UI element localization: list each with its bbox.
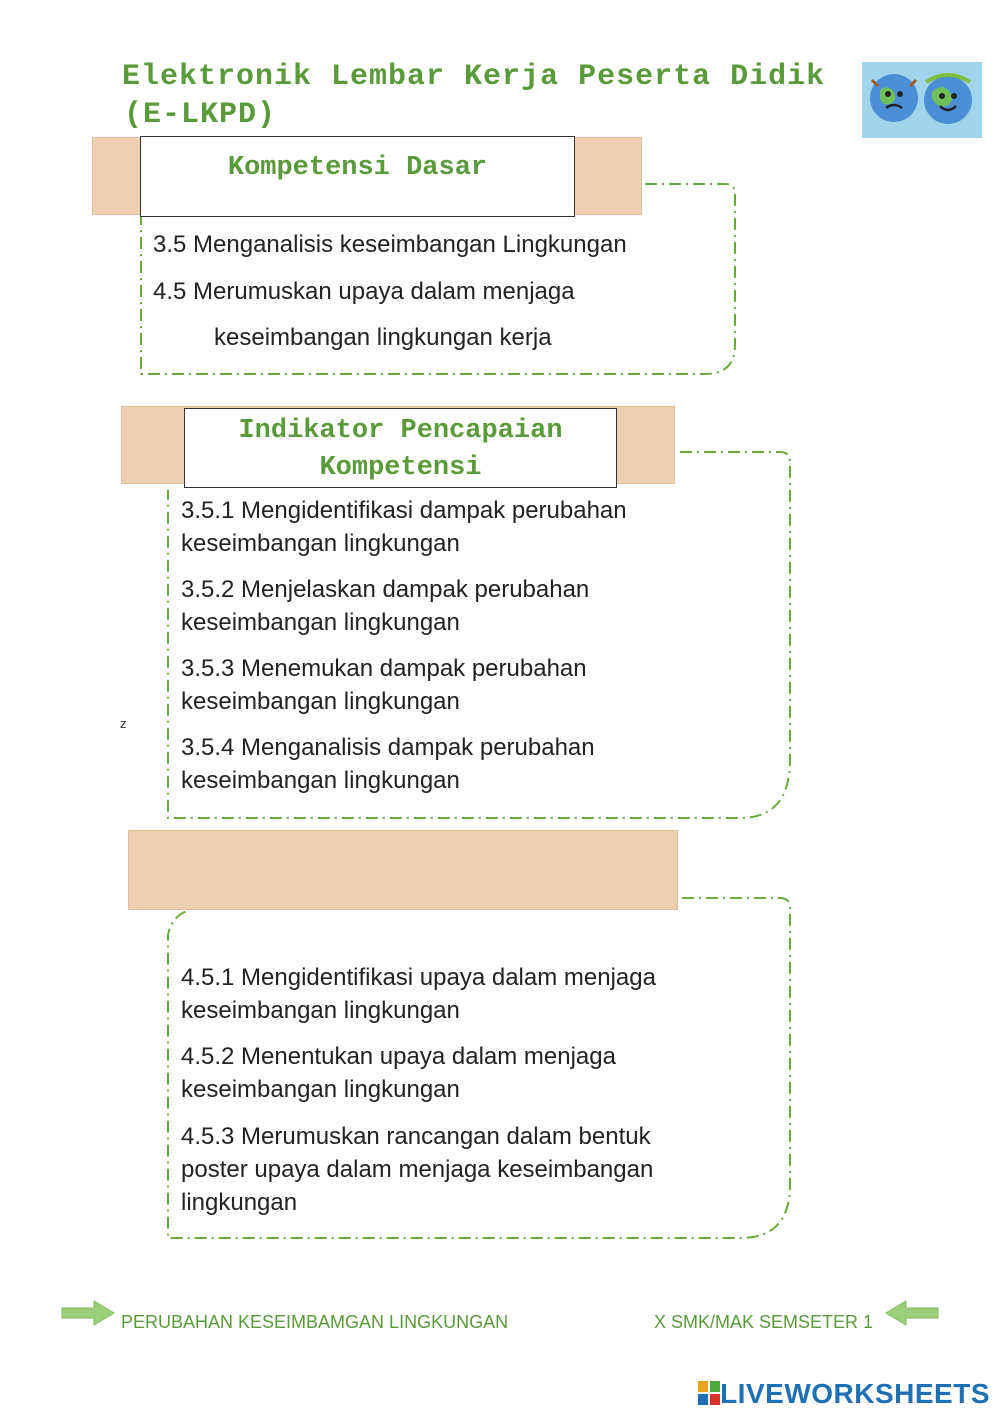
ipk-item-line: 3.5.3 Menemukan dampak perubahan	[181, 655, 587, 682]
ipk2-item-line: 4.5.3 Merumuskan rancangan dalam bentuk	[181, 1123, 651, 1150]
kd-item: 4.5 Merumuskan upaya dalam menjaga	[153, 278, 575, 305]
ipk-item-line: 3.5.4 Menganalisis dampak perubahan	[181, 734, 595, 761]
ipk2-item-line: 4.5.1 Mengidentifikasi upaya dalam menjaga	[181, 964, 656, 991]
ipk2-item-line: 4.5.2 Menentukan upaya dalam menjaga	[181, 1043, 616, 1070]
ipk-item-line: keseimbangan lingkungan	[181, 688, 460, 715]
ipk2-item	[181, 1040, 616, 1106]
page-title-line2: (E-LKPD)	[124, 98, 277, 132]
liveworksheets-logo-icon	[698, 1381, 720, 1405]
page-title-line1: Elektronik Lembar Kerja Peserta Didik	[122, 60, 826, 94]
arrow-right-icon	[60, 1299, 116, 1327]
kd-heading: Kompetensi Dasar	[227, 153, 488, 183]
ipk2-item	[181, 1120, 653, 1219]
brand-wordmark[interactable]: LIVEWORKSHEETS	[720, 1378, 990, 1409]
footer-right-text: X SMK/MAK SEMSETER 1	[654, 1312, 874, 1332]
ipk-item-line: keseimbangan lingkungan	[181, 530, 460, 557]
ipk-item-line: 3.5.2 Menjelaskan dampak perubahan	[181, 576, 590, 603]
ipk-item-line: 3.5.1 Mengidentifikasi dampak perubahan	[181, 497, 627, 524]
ipk2-item-line: keseimbangan lingkungan	[181, 1076, 460, 1103]
ipk2-item-line: lingkungan	[181, 1189, 298, 1216]
ipk2-item	[181, 961, 656, 1027]
stray-mark: z	[120, 716, 127, 731]
footer-left-text: PERUBAHAN KESEIMBAMGAN LINGKUNGAN	[121, 1312, 509, 1332]
ipk-heading-line2: Kompetensi	[319, 453, 482, 483]
kd-item: keseimbangan lingkungan kerja	[214, 324, 552, 351]
arrow-left-icon	[884, 1299, 940, 1327]
kd-item: 3.5 Menganalisis keseimbangan Lingkungan	[153, 231, 627, 258]
ipk2-item-line: keseimbangan lingkungan	[181, 997, 460, 1024]
ipk-heading-line1: Indikator Pencapaian	[238, 416, 563, 446]
ipk-item-line: keseimbangan lingkungan	[181, 767, 460, 794]
ipk2-item-line: poster upaya dalam menjaga keseimbangan	[181, 1156, 654, 1183]
ipk-item-line: keseimbangan lingkungan	[181, 609, 460, 636]
